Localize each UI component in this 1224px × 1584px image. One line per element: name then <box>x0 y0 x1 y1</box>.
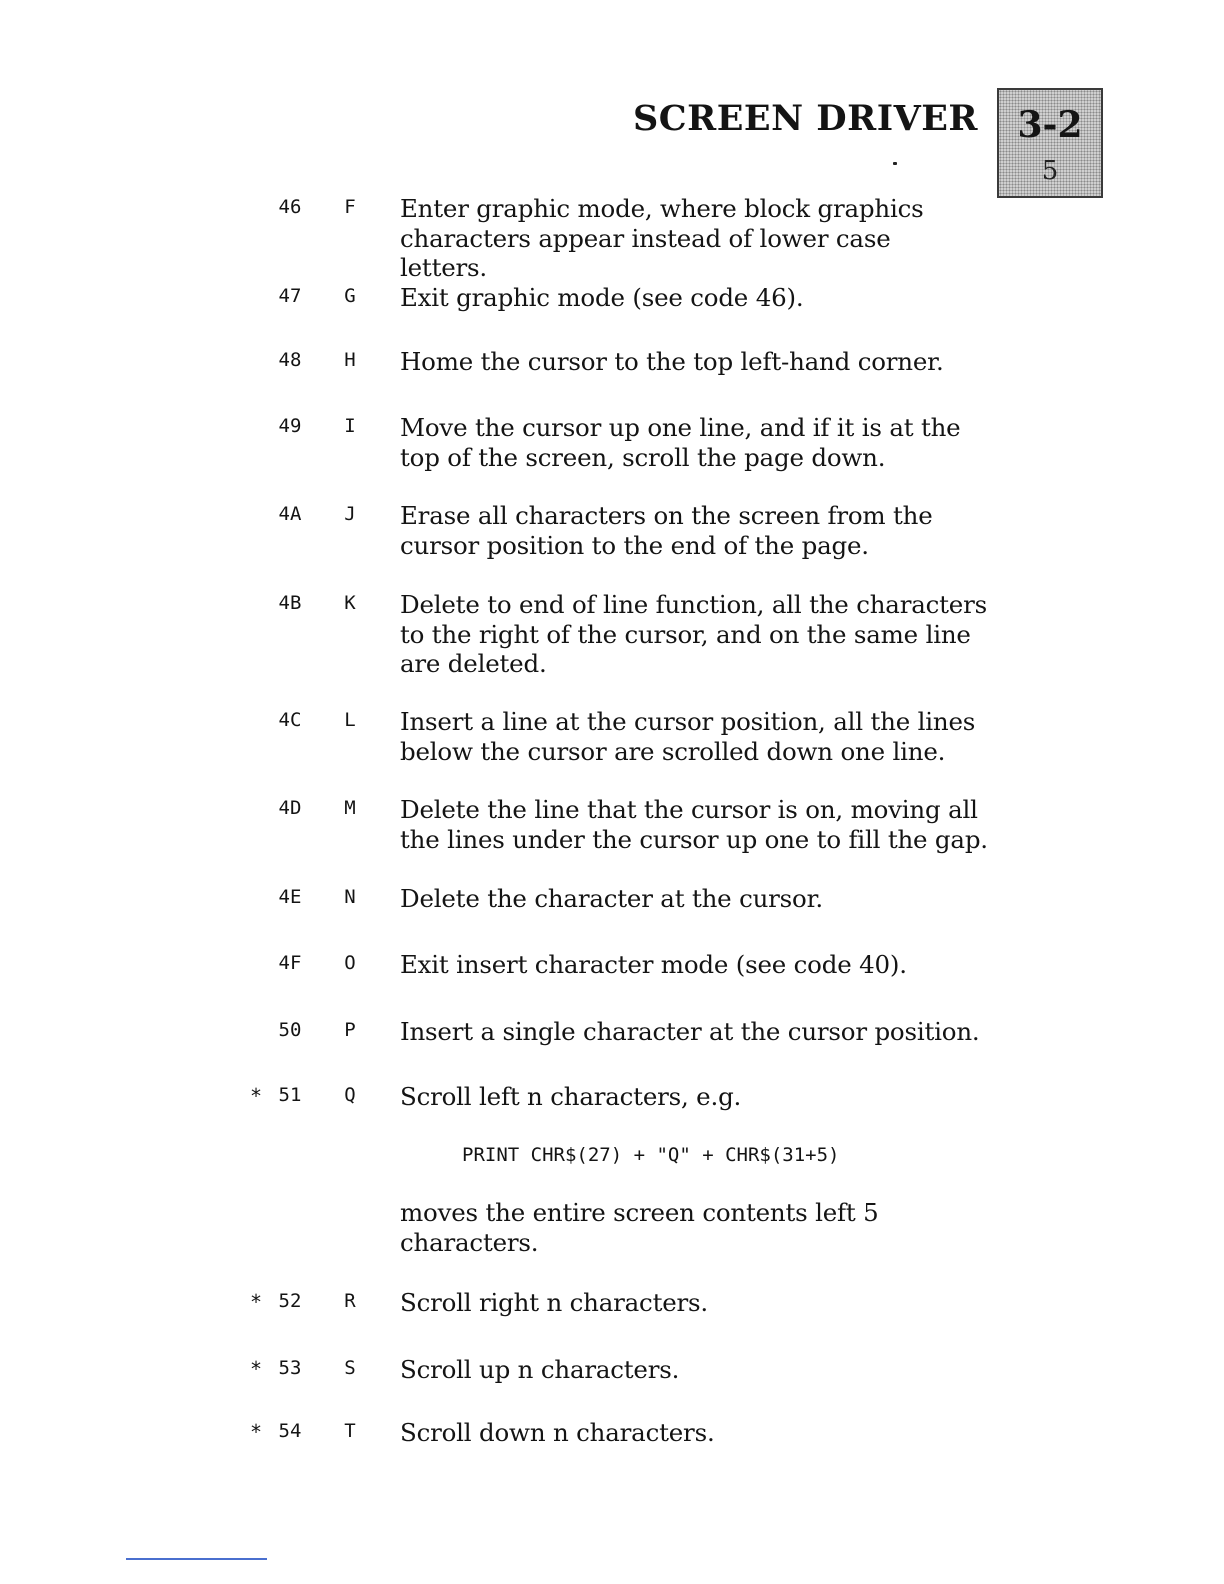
code-hex: 4D <box>278 797 302 819</box>
section-tab <box>997 88 1103 198</box>
code-hex: 52 <box>278 1290 302 1312</box>
code-description: Delete the line that the cursor is on, moving all the lines under the cursor up one to fill the gap. <box>400 795 988 854</box>
code-description: Move the cursor up one line, and if it is at the top of the screen, scroll the page down. <box>400 413 961 472</box>
code-char: P <box>344 1019 356 1041</box>
code-char: I <box>344 415 356 437</box>
code-description: Enter graphic mode, where block graphics characters appear instead of lower case letters. <box>400 194 924 282</box>
code-hex: 4A <box>278 503 302 525</box>
code-char: G <box>344 285 356 307</box>
code-hex: 51 <box>278 1084 302 1106</box>
code-hex: 54 <box>278 1420 302 1442</box>
code-description: Insert a single character at the cursor position. <box>400 1017 980 1046</box>
code-char: F <box>344 196 356 218</box>
optional-marker: * <box>250 1290 263 1314</box>
code-hex: 48 <box>278 349 302 371</box>
example-explanation: moves the entire screen contents left 5 characters. <box>400 1198 879 1257</box>
optional-marker: * <box>250 1357 263 1381</box>
code-hex: 4C <box>278 709 302 731</box>
code-char: Q <box>344 1084 356 1106</box>
code-char: K <box>344 592 356 614</box>
section-page-number: 5 <box>1041 156 1059 186</box>
code-hex: 4F <box>278 952 302 974</box>
code-description: Scroll right n characters. <box>400 1288 709 1317</box>
code-hex: 4B <box>278 592 302 614</box>
code-hex: 47 <box>278 285 302 307</box>
code-description: Exit insert character mode (see code 40). <box>400 950 907 979</box>
code-description: Insert a line at the cursor position, all the lines below the cursor are scrolled down one line. <box>400 707 976 766</box>
code-description: Delete to end of line function, all the characters to the right of the cursor, and on the same line are deleted. <box>400 590 987 678</box>
code-hex: 49 <box>278 415 302 437</box>
code-description: Scroll down n characters. <box>400 1418 715 1447</box>
code-char: J <box>344 503 356 525</box>
code-description: Erase all characters on the screen from the cursor position to the end of the page. <box>400 501 933 560</box>
code-description: Delete the character at the cursor. <box>400 884 824 913</box>
code-char: R <box>344 1290 356 1312</box>
code-hex: 4E <box>278 886 302 908</box>
optional-marker: * <box>250 1084 263 1108</box>
print-speck <box>893 162 897 165</box>
code-hex: 46 <box>278 196 302 218</box>
code-description: Home the cursor to the top left-hand corner. <box>400 347 944 376</box>
code-description: Exit graphic mode (see code 46). <box>400 283 804 312</box>
section-number: 3-2 <box>1017 104 1083 146</box>
code-char: S <box>344 1357 356 1379</box>
code-char: L <box>344 709 356 731</box>
code-example: PRINT CHR$(27) + "Q" + CHR$(31+5) <box>462 1144 840 1166</box>
code-hex: 50 <box>278 1019 302 1041</box>
code-char: T <box>344 1420 356 1442</box>
code-description: Scroll left n characters, e.g. <box>400 1082 742 1111</box>
code-char: N <box>344 886 356 908</box>
page-title: SCREEN DRIVER <box>633 98 978 139</box>
footer-rule <box>126 1558 267 1560</box>
code-char: O <box>344 952 356 974</box>
code-char: M <box>344 797 356 819</box>
code-char: H <box>344 349 356 371</box>
code-hex: 53 <box>278 1357 302 1379</box>
optional-marker: * <box>250 1420 263 1444</box>
code-description: Scroll up n characters. <box>400 1355 680 1384</box>
